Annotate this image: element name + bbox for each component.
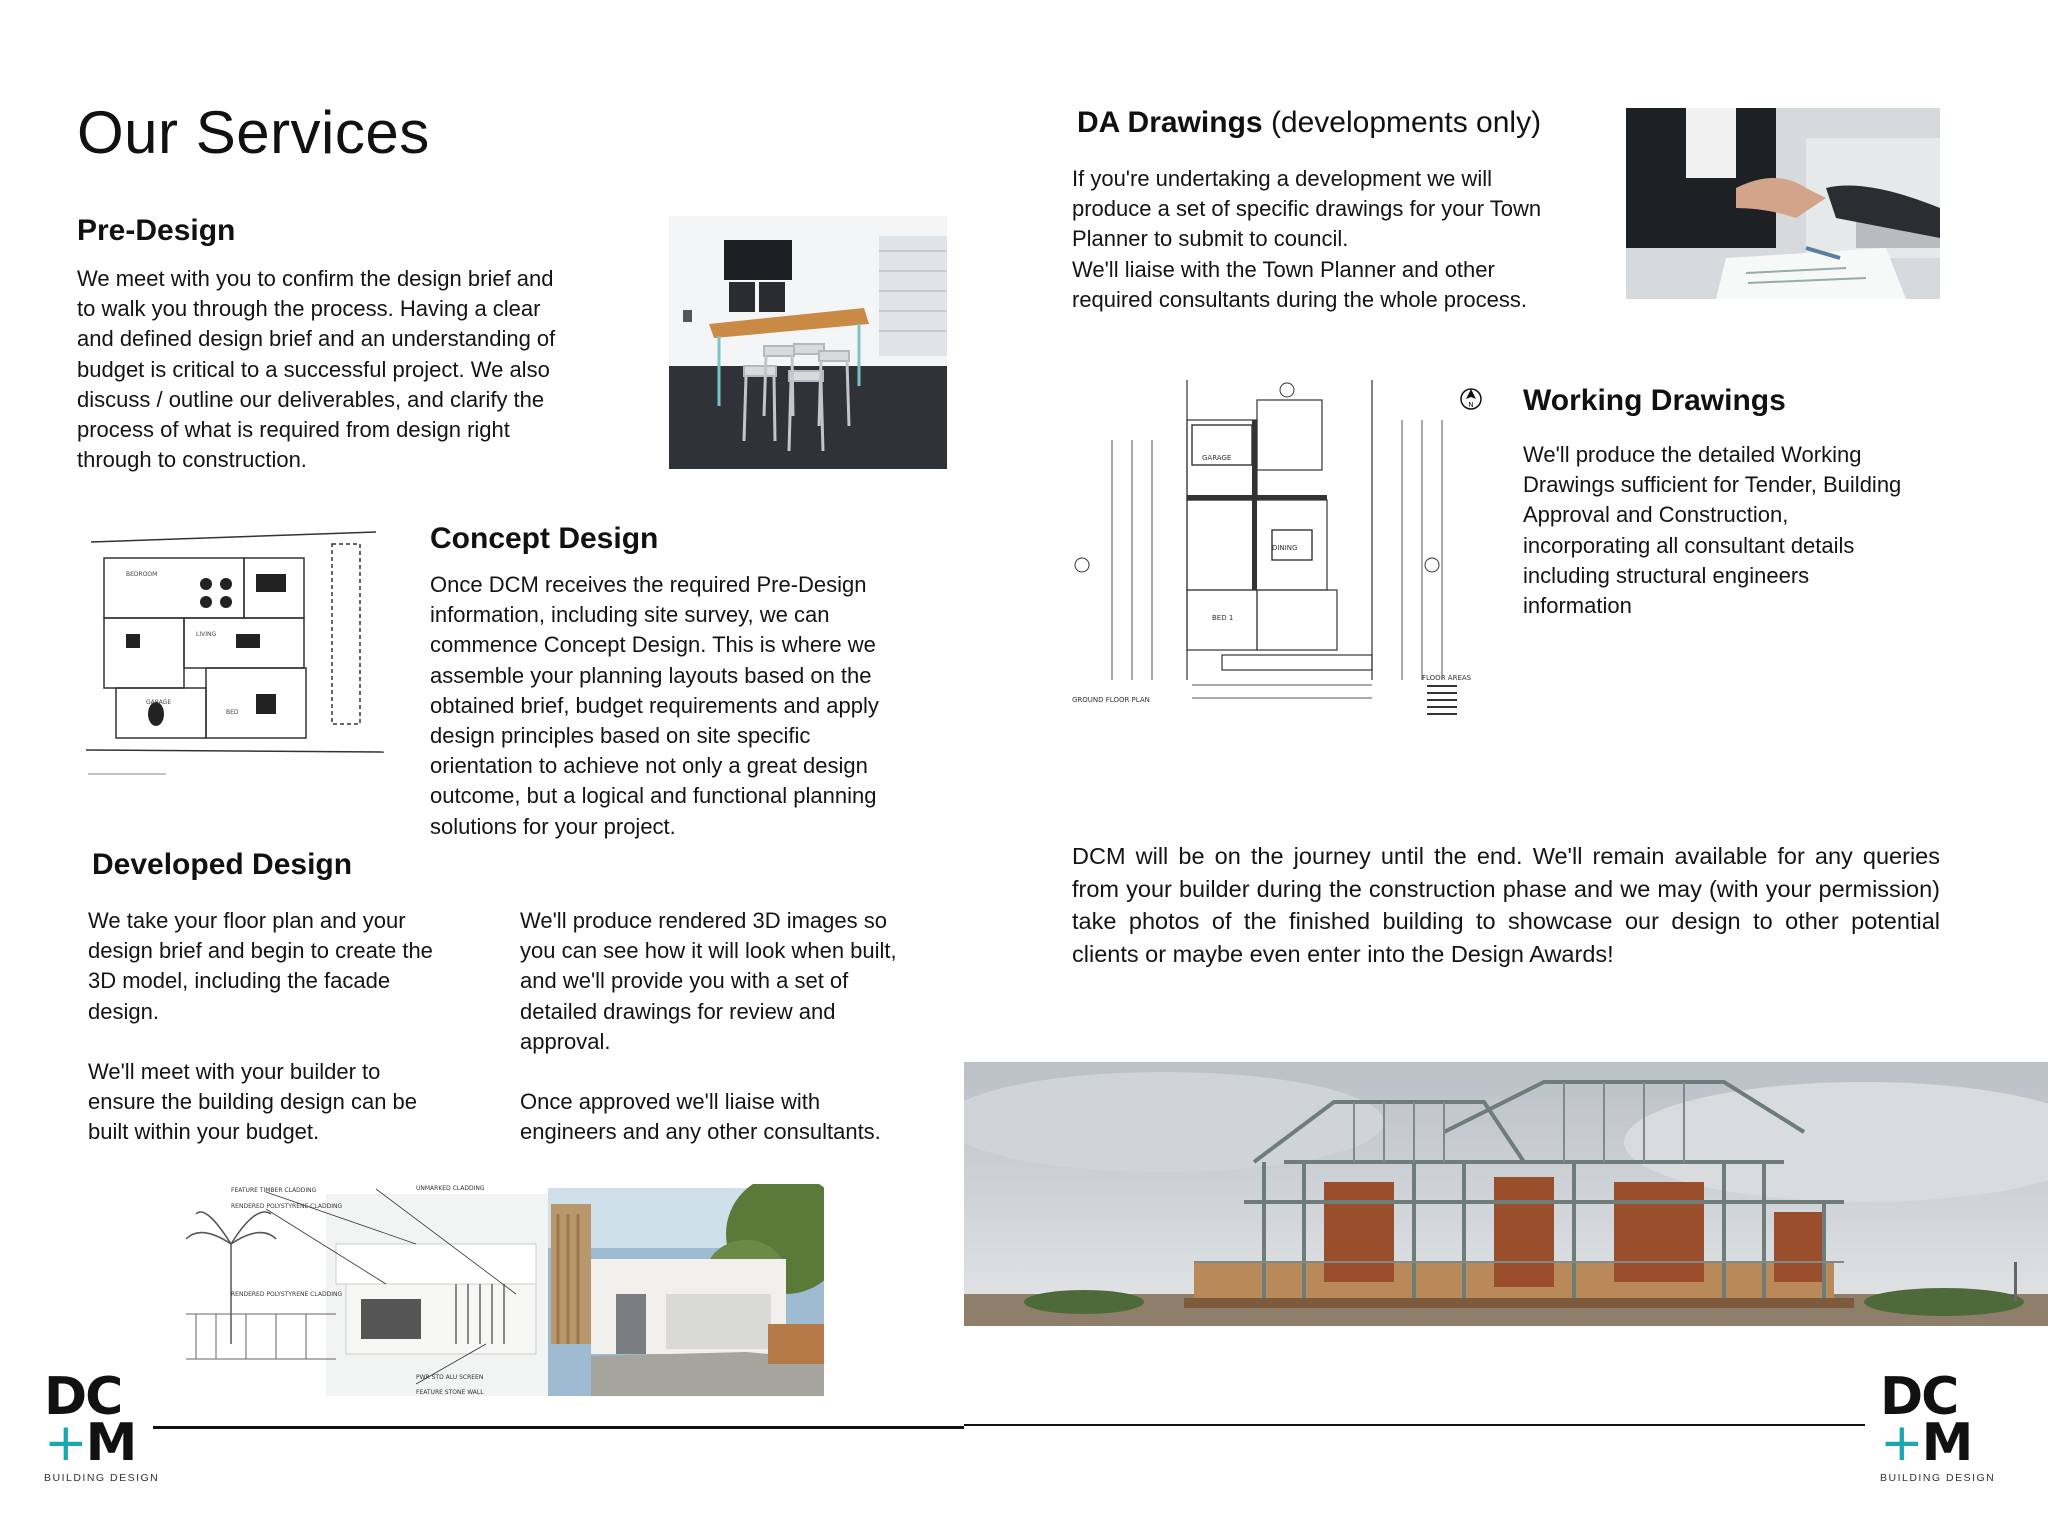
svg-text:UNMARKED CLADDING: UNMARKED CLADDING [416, 1185, 485, 1192]
svg-text:FEATURE TIMBER CLADDING: FEATURE TIMBER CLADDING [231, 1187, 317, 1194]
logo-tagline: BUILDING DESIGN [1880, 1472, 1996, 1484]
handshake-photo [1626, 108, 1940, 299]
page-title: Our Services [77, 99, 430, 166]
logo-plus: + [44, 1413, 86, 1473]
svg-text:FLOOR AREAS: FLOOR AREAS [1422, 674, 1472, 682]
svg-text:N: N [1468, 401, 1474, 409]
logo-dc: DC [1880, 1367, 1958, 1427]
dcm-logo-left [44, 1367, 160, 1484]
developed-design-text-col1: We take your floor plan and your design brief and begin to create the 3D model, including the facade design. We'll meet with your builder to ensure the building design can be built within your budget. [88, 908, 433, 1145]
logo-dc: DC [44, 1367, 122, 1427]
working-drawings-plan-image [1072, 380, 1484, 725]
logo-m: M [85, 1413, 136, 1473]
concept-floor-plan-image [86, 524, 384, 780]
north-arrow-icon [1458, 386, 1484, 412]
working-drawings-heading: Working Drawings [1523, 384, 1786, 417]
svg-text:FEATURE STONE WALL: FEATURE STONE WALL [416, 1389, 484, 1396]
svg-text:RENDERED POLYSTYRENE CLADDING: RENDERED POLYSTYRENE CLADDING [231, 1291, 343, 1298]
meeting-room-photo [669, 216, 947, 469]
logo-plus: + [1880, 1413, 1922, 1473]
facade-render-image [186, 1184, 824, 1396]
construction-site-photo [964, 1062, 2048, 1326]
concept-design-heading: Concept Design [430, 522, 659, 555]
svg-text:LIVING: LIVING [196, 631, 217, 638]
logo-m: M [1921, 1413, 1972, 1473]
da-drawings-heading-suffix: (developments only) [1270, 106, 1542, 139]
svg-text:DINING: DINING [1272, 544, 1298, 552]
footer-rule-right [964, 1424, 1865, 1426]
pre-design-text: We meet with you to confirm the design brief and to walk you through the process. Having a clear and defined design brief and an understanding of budget is critical to a successful project. We also discuss / outline our deliverables, and clarify the process of what is required from design right through to construction. [77, 266, 556, 473]
svg-text:RENDERED POLYSTYRENE CLADDING: RENDERED POLYSTYRENE CLADDING [231, 1203, 343, 1210]
dcm-logo-right [1880, 1367, 1996, 1484]
footer-rule-left [153, 1426, 964, 1429]
working-drawings-text: We'll produce the detailed Working Drawings sufficient for Tender, Building Approval and Construction, incorporating all consultant details including structural engineers information [1523, 442, 1902, 619]
svg-text:GARAGE: GARAGE [1202, 454, 1232, 462]
svg-text:BED 1: BED 1 [1212, 614, 1234, 622]
da-drawings-heading-main: DA Drawings [1077, 106, 1263, 139]
svg-text:BED: BED [226, 709, 239, 716]
da-drawings-heading [1077, 106, 1541, 140]
logo-tagline: BUILDING DESIGN [44, 1472, 160, 1484]
svg-text:BEDROOM: BEDROOM [126, 571, 158, 578]
developed-design-text-col2: We'll produce rendered 3D images so you can see how it will look when built, and we'll provide you with a set of detailed drawings for review and approval. Once approved we'll liaise with engineers and any other consultants. [520, 908, 897, 1145]
da-drawings-text: If you're undertaking a development we will produce a set of specific drawings for your Town Planner to submit to council. We'll liaise with the Town Planner and other required consultants during the whole process. [1072, 166, 1542, 312]
svg-text:GROUND FLOOR PLAN: GROUND FLOOR PLAN [1072, 696, 1150, 704]
developed-design-heading: Developed Design [92, 848, 353, 881]
closing-paragraph: DCM will be on the journey until the end. We'll remain available for any queries from your builder during the construction phase and we may (with your permission) take photos of the finished building to showcase our design to other potential clients or maybe even enter into the Design Awards! [1072, 843, 1940, 967]
pre-design-heading: Pre-Design [77, 214, 236, 247]
concept-design-text: Once DCM receives the required Pre-Design information, including site survey, we can commence Concept Design. This is where we assemble your planning layouts based on the obtained brief, budget requirements and apply design principles based on site specific orientation to achieve not only a great design outcome, but a logical and functional planning solutions for your project. [430, 572, 879, 839]
svg-text:PWR STD ALU SCREEN: PWR STD ALU SCREEN [416, 1374, 484, 1381]
svg-text:GARAGE: GARAGE [146, 699, 172, 706]
